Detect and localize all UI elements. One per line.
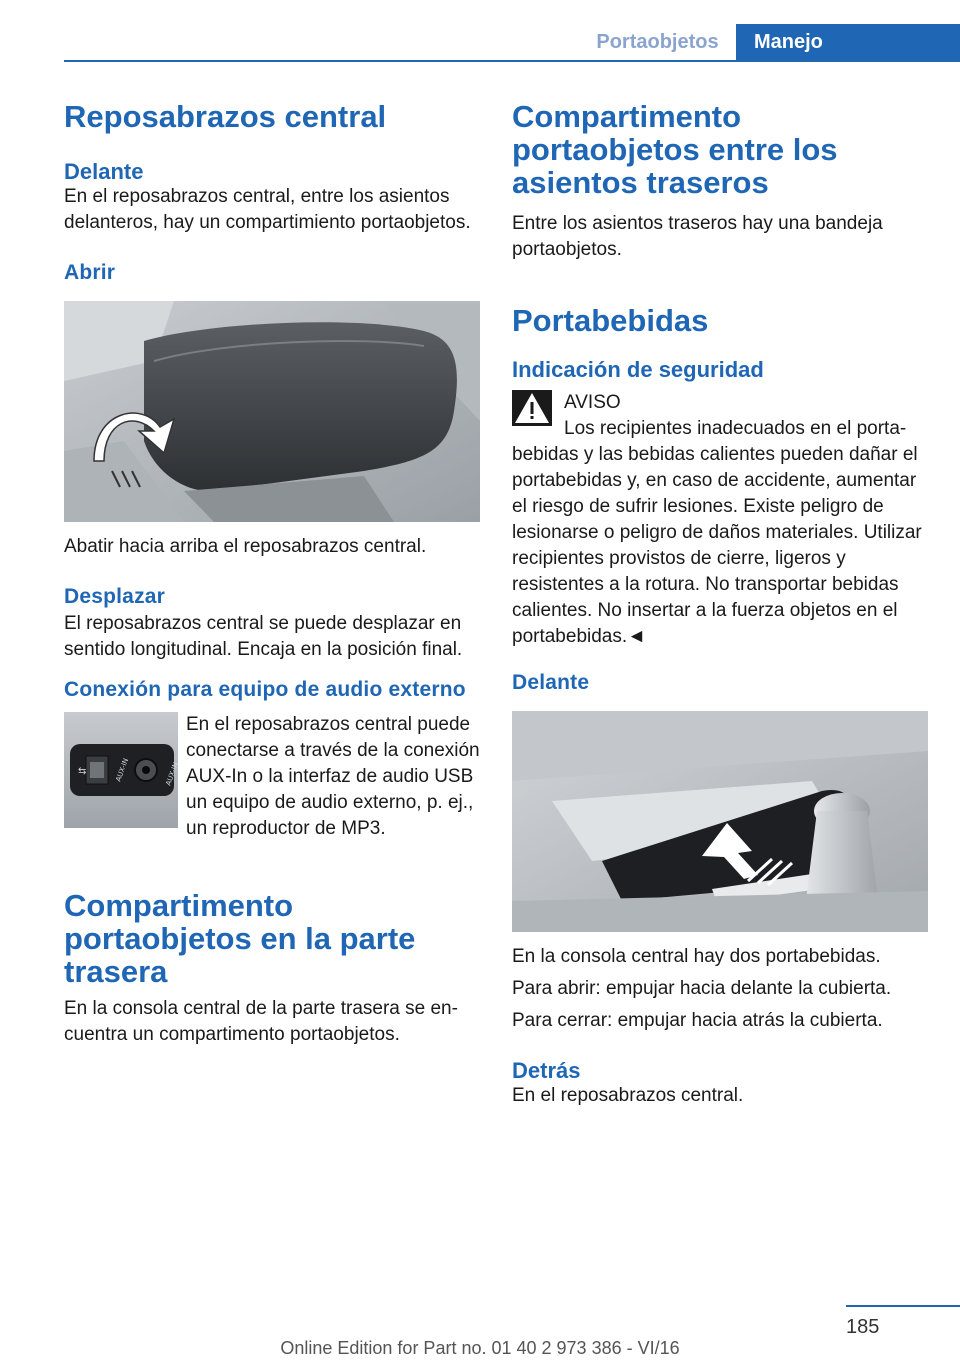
text-rear: En el reposabrazos central.	[512, 1085, 744, 1106]
text-open: Abatir hacia arriba el reposabrazos central.	[64, 536, 427, 557]
page-number: 185	[846, 1316, 880, 1338]
footer-rule	[846, 1305, 960, 1307]
text-front: En el reposabrazos central, entre los asientos delanteros, hay un compartimiento portaobjetos.	[64, 186, 471, 233]
text-between-seats: Entre los asientos traseros hay una bandeja portaobjetos.	[512, 213, 883, 260]
heading-armrest: Reposabrazos central	[64, 99, 387, 134]
heading-rear: Detrás	[512, 1058, 581, 1083]
armrest-open-figure	[64, 301, 480, 522]
text-slide: El reposabrazos central se puede desplazar en sentido longitudinal. Encaja en la posición final.	[64, 613, 463, 660]
header-rule	[64, 60, 960, 62]
warning-title: AVISO	[564, 392, 621, 413]
usb-icon: ⇆	[78, 766, 87, 777]
heading-slide: Desplazar	[64, 585, 166, 608]
text-rear-compartment: En la consola central de la parte trasera se encuentra un compartimento portaobjetos.	[64, 998, 458, 1045]
header-chapter-tab: Manejo	[736, 24, 960, 61]
heading-audio: Conexión para equipo de audio externo	[64, 678, 466, 701]
audio-section	[64, 712, 480, 842]
left-column	[64, 100, 480, 1048]
warning-text: Los recipientes inadecuados en el portabebidas y las bebidas calientes pueden dañar el portabebidas y, en caso de accidente, aumentar el riesgo de sufrir lesiones. Existe peligro de lesionarse o peligro de daños materiales. Utilizar recipientes provistos de cierre, ligeros y resistentes a la rotura. No transportar bebidas calientes. No insertar a la fuerza objetos en el portabebidas.◄	[512, 418, 922, 647]
aux-label-2: AUX-IN	[164, 761, 181, 787]
text-audio: En el reposabrazos central puede conectarse a través de la conexión AUX-In o la interfaz de audio USB un equipo de audio externo, p. ej., un reproductor de MP3.	[186, 714, 480, 839]
cupholder-front-figure	[512, 711, 928, 932]
heading-cupholder-front: Delante	[512, 671, 590, 694]
heading-open: Abrir	[64, 261, 116, 284]
heading-cupholders: Portabebidas	[512, 303, 709, 338]
heading-rear-compartment: Compartimento portaobjetos en la parte trasera	[64, 888, 416, 989]
right-column	[512, 100, 928, 1109]
text-cupholder-count: En la consola central hay dos portabebidas.	[512, 946, 881, 967]
aux-usb-port-figure	[64, 712, 181, 828]
header-section-tab: Portaobjetos	[596, 31, 719, 53]
warning-block	[512, 390, 928, 650]
text-cupholder-close: Para cerrar: empujar hacia atrás la cubierta.	[512, 1010, 883, 1031]
heading-safety: Indicación de seguridad	[512, 357, 764, 382]
edition-line: Online Edition for Part no. 01 40 2 973 386 - VI/16	[280, 1338, 680, 1358]
aux-label-1: AUX-IN	[114, 757, 131, 783]
heading-between-seats: Compartimento portaobjetos entre los asientos traseros	[512, 99, 838, 200]
text-cupholder-open: Para abrir: empujar hacia delante la cubierta.	[512, 978, 892, 999]
heading-front: Delante	[64, 159, 144, 184]
page-header	[0, 24, 960, 61]
warning-triangle-icon	[512, 390, 552, 426]
